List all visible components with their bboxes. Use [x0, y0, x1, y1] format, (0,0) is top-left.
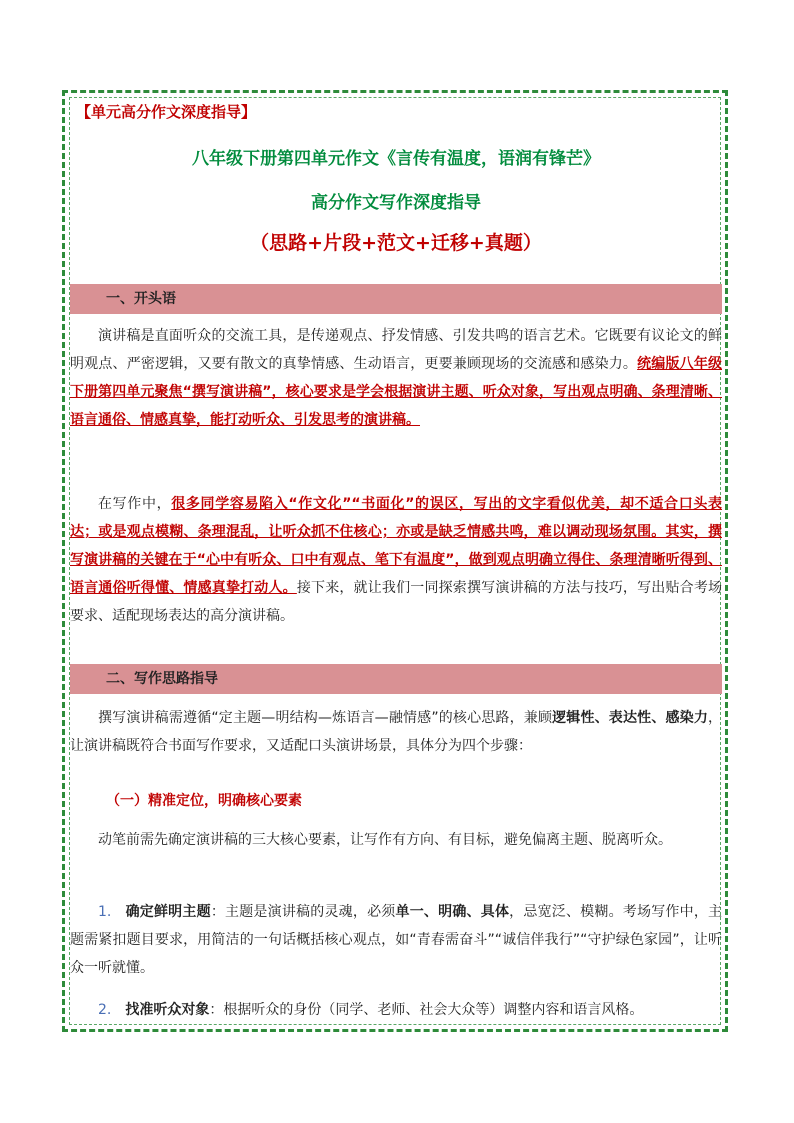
list-item	[70, 898, 722, 982]
section-heading-intro: 一、开头语	[70, 284, 722, 314]
title-sub: 高分作文写作深度指导	[311, 193, 481, 213]
approach-bold: 逻辑性、表达性、感染力	[552, 710, 708, 726]
intro-paragraph-1	[70, 322, 722, 434]
intro-paragraph-2	[70, 490, 722, 630]
intro2-tail: 接下来，就让我们一同探索撰写演讲稿的方法与技巧，写出贴合考场要求、适配现场表达的高分演讲稿。	[70, 580, 722, 624]
list-number: 2.	[98, 1002, 112, 1018]
list-item-text: ：主题是演讲稿的灵魂，必须	[210, 904, 396, 920]
title-main: 八年级下册第四单元作文《言传有温度，语润有锋芒》	[192, 149, 600, 169]
list-item-title: 确定鲜明主题	[125, 904, 211, 920]
intro-text: 演讲稿是直面听众的交流工具，是传递观点、抒发情感、引发共鸣的语言艺术。它既要有议论文的鲜明观点、严密逻辑，又要有散文的真挚情感、生动语言，更要兼顾现场的交流感和感染力。	[70, 328, 722, 372]
intro-highlight: 统编版八年级下册第四单元聚焦“撰写演讲稿”，核心要求是学会根据演讲主题、听众对象，写出观点明确、条理清晰、语言通俗、情感真挚，能打动听众、引发思考的演讲稿。	[70, 356, 722, 428]
approach-text-b: ，让演讲稿既符合书面写作要求，又适配口头演讲场景，具体分为四个步骤：	[70, 710, 722, 754]
list-item-text: ：根据听众的身份（同学、老师、社会大众等）调整内容和语言风格。	[209, 1002, 644, 1018]
section-heading-approach: 二、写作思路指导	[70, 664, 722, 694]
intro2-highlight: 很多同学容易陷入“作文化”“书面化”的误区，写出的文字看似优美，却不适合口头表达；或是观点模糊、条理混乱，让听众抓不住核心；亦或是缺乏情感共鸣，难以调动现场氛围。其实，撰写演讲稿的关键在于“心中有听众、口中有观点、笔下有温度”，做到观点明确立得住、条理清晰听得到、语言通俗听得懂、情感真挚打动人。	[70, 496, 723, 596]
approach-paragraph	[70, 704, 722, 760]
intro2-lead: 在写作中，	[98, 496, 172, 512]
list-item-text-b: ，忌宽泛、模糊。考场写作中，主题需紧扣题目要求，用简洁的一句话概括核心观点，如“青春需奋斗”“诚信伴我行”“守护绿色家园”，让听众一听就懂。	[70, 904, 723, 976]
list-item	[70, 996, 722, 1024]
unit-tag: 【单元高分作文深度指导】	[76, 103, 257, 121]
list-item-title: 找准听众对象	[125, 1002, 210, 1018]
subsection-paragraph: 动笔前需先确定演讲稿的三大核心要素，让写作有方向、有目标，避免偏离主题、脱离听众。	[98, 832, 672, 848]
approach-text-a: 撰写演讲稿需遵循“定主题—明结构—炼语言—融情感”的核心思路，兼顾	[98, 710, 553, 726]
subsection-heading: （一）精准定位，明确核心要素	[106, 793, 302, 809]
list-number: 1.	[98, 904, 112, 920]
title-outline: （思路+片段+范文+迁移+真题）	[250, 232, 542, 254]
list-item-bold: 单一、明确、具体	[395, 904, 510, 920]
